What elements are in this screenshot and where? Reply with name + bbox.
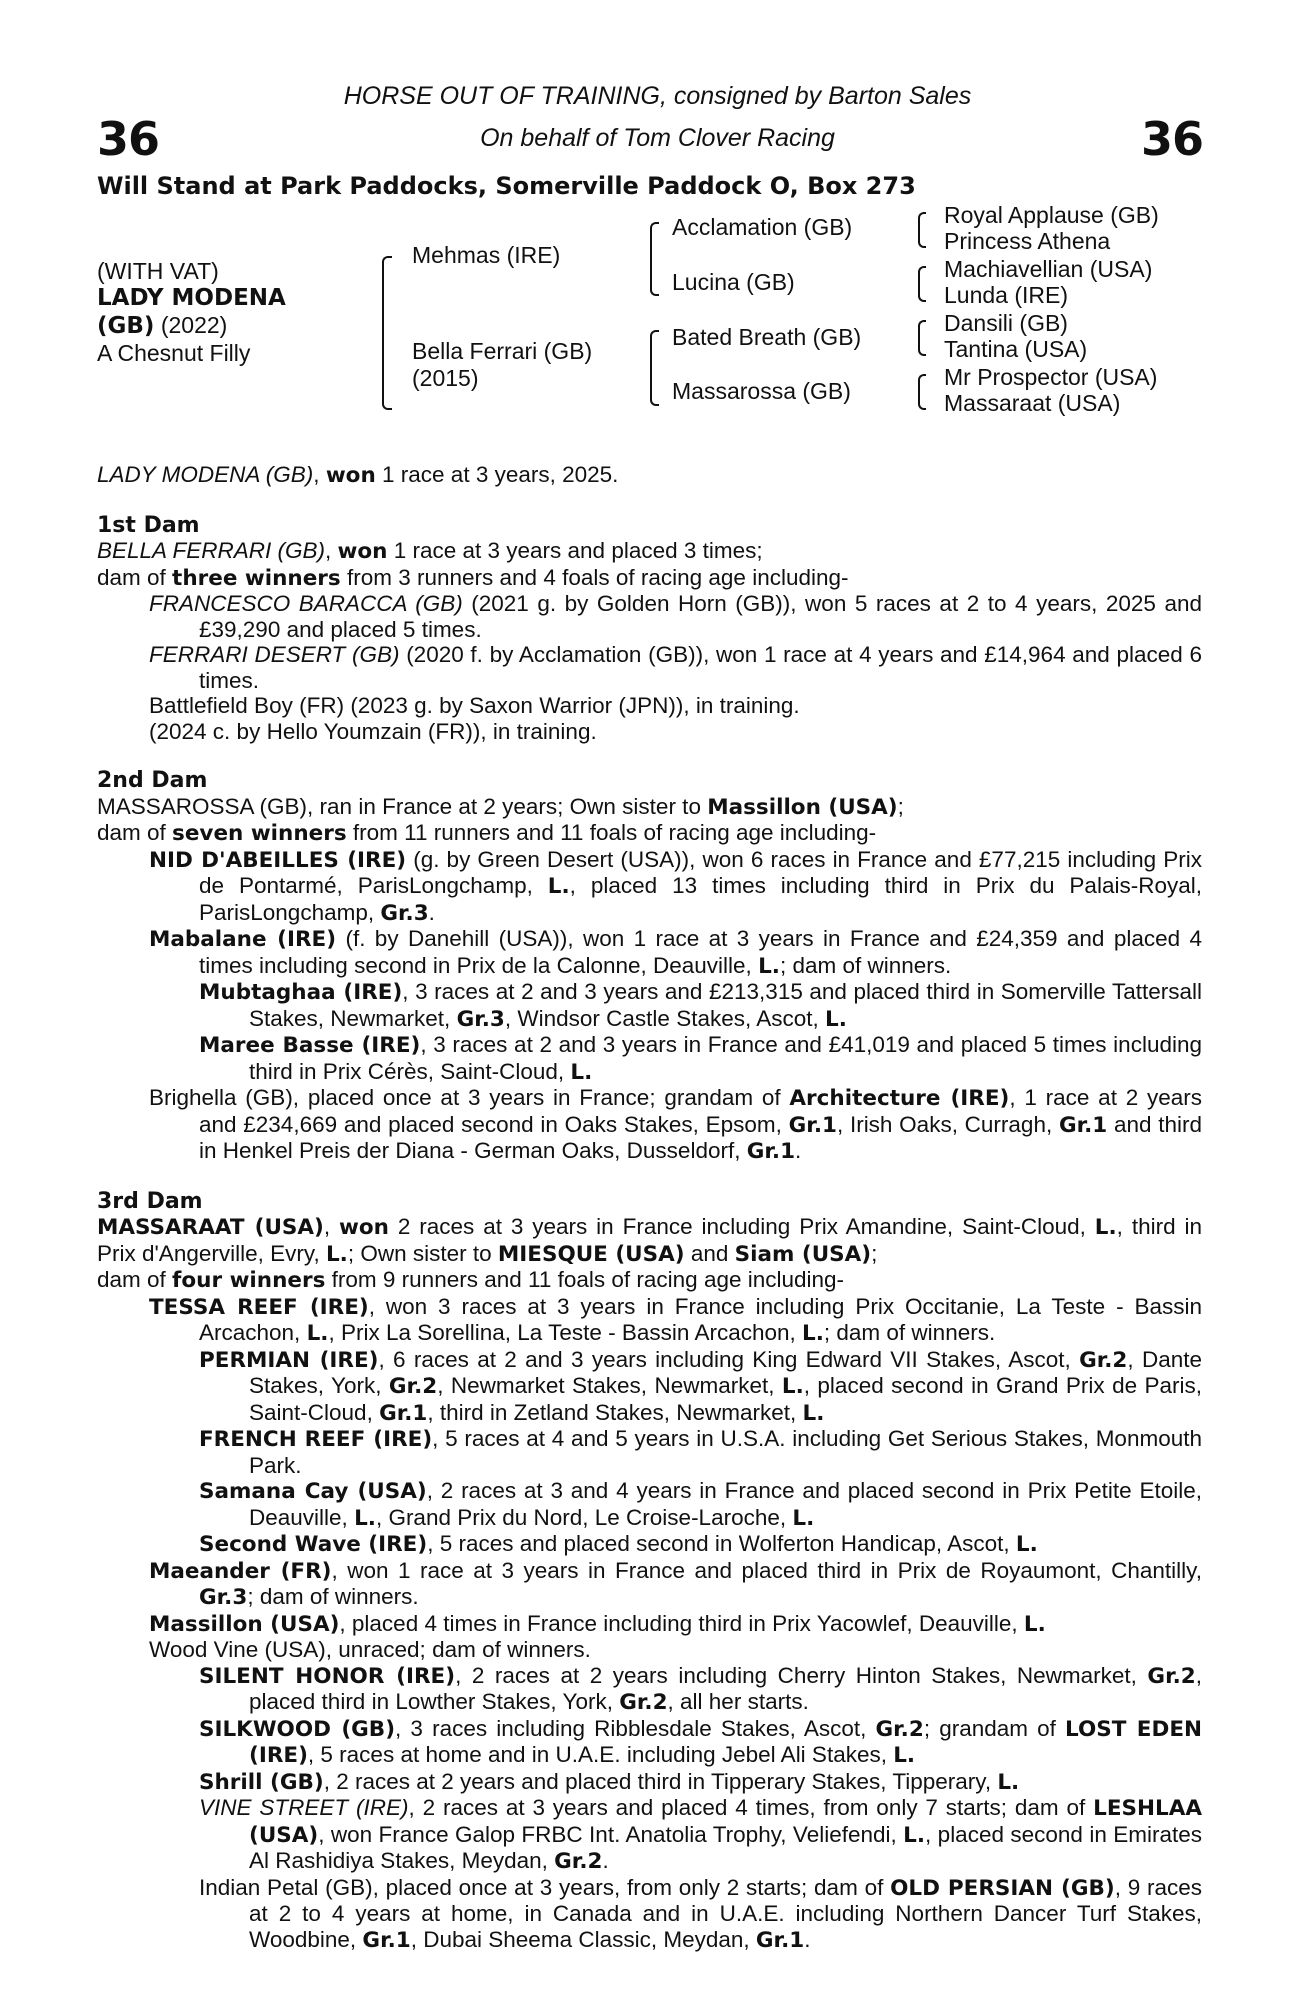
italic-text: FERRARI DESERT (GB) — [149, 642, 400, 667]
text-run: , placed 4 times in France including third in Prix Yacowlef, Deauville, — [339, 1610, 1024, 1636]
text-run: , all her starts. — [667, 1689, 809, 1714]
bold-text: Gr.1 — [755, 1927, 805, 1953]
dam-entry — [97, 1663, 1202, 1716]
text-run: , 2 races at 2 years and placed third in Tipperary Stakes, Tipperary, — [323, 1768, 998, 1794]
pedigree-gen3-3: Machiavellian (USA) — [944, 256, 1153, 282]
bold-text: Maeander (FR) — [149, 1558, 332, 1584]
bold-text: L. — [354, 1505, 376, 1531]
brace-gen1 — [382, 256, 392, 410]
text-run: dam of — [97, 820, 173, 845]
summary-won: won — [325, 463, 376, 488]
summary-rest: 1 race at 3 years, 2025. — [375, 462, 619, 487]
pedigree-gen3-5: Dansili (GB) — [944, 310, 1068, 336]
text-run: , placed third in Lowther Stakes, York, — [249, 1662, 1202, 1714]
bold-text: L. — [306, 1321, 329, 1346]
text-run: , Dante Stakes, York, — [249, 1346, 1202, 1398]
bold-text: LESHLAA (USA) — [249, 1796, 1202, 1848]
text-run: , won 3 races at 3 years in France including Prix Occitanie, La Teste - Bassin Arcachon, — [199, 1293, 1202, 1345]
text-run: MASSAROSSA (GB), ran in France at 2 years; Own sister to — [97, 793, 708, 819]
dam-entry — [97, 1085, 1202, 1165]
text-run: (2021 g. by Golden Horn (GB)), won 5 races at 2 to 4 years, 2025 and £39,290 and placed 5 times. — [199, 591, 1202, 642]
text-run: , 3 races including Ribblesdale Stakes, Ascot, — [395, 1715, 876, 1741]
dam-entry — [97, 1558, 1202, 1611]
brace-g3-2 — [918, 266, 926, 302]
lot-number-left: 36 — [97, 112, 160, 166]
bold-text: L. — [325, 1241, 348, 1267]
text-run: . — [804, 1926, 811, 1952]
dam-entry — [97, 1347, 1202, 1427]
text-run: ; dam of winners. — [779, 952, 952, 978]
dam-entry — [97, 926, 1202, 979]
text-run: , 5 races and placed second in Wolferton Handicap, Ascot, — [427, 1531, 1016, 1556]
text-run: , 9 races at 2 to 4 years at home, in Canada and in U.A.E. including Northern Dancer Turf Stakes, Woodbine, — [249, 1874, 1202, 1952]
brace-g3-1 — [918, 212, 926, 248]
pedigree-dam-year: (2015) — [412, 365, 479, 391]
dam-entry — [97, 1267, 1202, 1294]
dam-entry — [97, 719, 1202, 745]
bold-text: MASSARAAT (USA) — [97, 1215, 324, 1240]
bold-text: Gr.1 — [379, 1400, 428, 1426]
text-run: , — [323, 1214, 340, 1239]
bold-text: Gr.2 — [1079, 1347, 1128, 1373]
text-run: Indian Petal (GB), placed once at 3 years, from only 2 starts; dam of — [199, 1874, 891, 1900]
bold-text: won — [337, 539, 388, 564]
bold-text: Gr.1 — [362, 1927, 411, 1953]
bold-text: Gr.3 — [456, 1006, 505, 1032]
pedigree-dam: Bella Ferrari (GB) — [412, 338, 593, 364]
brace-g3-3 — [918, 320, 926, 356]
dam-entry — [97, 565, 1202, 592]
bold-text: Mubtaghaa (IRE) — [199, 980, 403, 1005]
text-run: dam of — [97, 1267, 173, 1292]
dam-entry — [97, 1875, 1202, 1954]
horse-identity — [97, 258, 286, 367]
text-run: , 6 races at 2 and 3 years including King Edward VII Stakes, Ascot, — [378, 1346, 1080, 1372]
pedigree-gen3-4: Lunda (IRE) — [944, 282, 1069, 308]
text-run: , placed second in Emirates Al Rashidiya Stakes, Meydan, — [249, 1821, 1202, 1873]
bold-text: L. — [792, 1505, 815, 1531]
bold-text: Maree Basse (IRE) — [199, 1033, 421, 1058]
bold-text: won — [339, 1215, 389, 1240]
dam-section — [97, 513, 1202, 745]
text-run: , 5 races at home and in U.A.E. including Jebel Ali Stakes, — [307, 1742, 894, 1767]
horse-description: A Chesnut Filly — [97, 340, 251, 366]
bold-text: Architecture (IRE) — [789, 1086, 1010, 1111]
text-run: ; — [897, 793, 904, 819]
dam-entry — [97, 1214, 1202, 1267]
bold-text: Gr.2 — [554, 1849, 603, 1874]
text-run: (2024 c. by Hello Youmzain (FR)), in training. — [149, 718, 597, 744]
text-run: , 3 races at 2 and 3 years and £213,315 and placed third in Somerville Tattersall Stakes, Newmarket, — [249, 979, 1202, 1031]
text-run: , 2 races at 2 years including Cherry Hinton Stakes, Newmarket, — [455, 1662, 1148, 1688]
text-run: . — [602, 1848, 609, 1873]
text-run: (f. by Danehill (USA)), won 1 race at 3 years in France and £24,359 and placed 4 times including second in Prix de la Calonne, Deauville, — [199, 926, 1202, 978]
text-run: , won 1 race at 3 years in France and placed third in Prix de Royaumont, Chantilly, — [331, 1557, 1202, 1583]
pedigree-gen3-1: Royal Applause (GB) — [944, 202, 1159, 228]
bold-text: Gr.3 — [380, 900, 429, 926]
text-run: dam of — [97, 564, 173, 590]
bold-text: L. — [781, 1374, 804, 1399]
horse-name-suffix — [97, 312, 286, 340]
dam-entry — [97, 1531, 1202, 1558]
text-run: , placed 13 times including third in Prix du Palais-Royal, ParisLongchamp, — [199, 873, 1202, 925]
bold-text: L. — [547, 874, 570, 899]
text-run: ; dam of winners. — [823, 1320, 996, 1345]
pedigree-gen3-6: Tantina (USA) — [944, 336, 1088, 362]
italic-text: VINE STREET (IRE) — [199, 1795, 409, 1820]
pedigree-gen2-4: Massarossa (GB) — [672, 378, 851, 404]
bold-text: Siam (USA) — [734, 1241, 872, 1267]
text-run: . — [428, 899, 435, 925]
bold-text: L. — [758, 953, 780, 979]
pedigree-gen3-8: Massaraat (USA) — [944, 390, 1121, 416]
text-run: , 2 races at 3 years and placed 4 times, from only 7 starts; dam of — [408, 1795, 1094, 1820]
text-run: . — [795, 1138, 802, 1163]
italic-text: FRANCESCO BARACCA (GB) — [149, 591, 463, 616]
bold-text: Massillon (USA) — [149, 1611, 340, 1637]
header-on-behalf: On behalf of Tom Clover Racing — [480, 124, 835, 152]
bold-text: Gr.1 — [788, 1112, 837, 1138]
dam-heading: 3rd Dam — [97, 1188, 203, 1214]
bold-text: Samana Cay (USA) — [199, 1479, 427, 1504]
catalogue-body — [97, 462, 1202, 1953]
brace-g3-4 — [918, 374, 926, 410]
dam-entry — [97, 1769, 1202, 1796]
text-run: , 3 races at 2 and 3 years in France and £41,019 and placed 5 times including third in Prix Cérès, Saint-Cloud, — [249, 1032, 1202, 1084]
dam-entry — [97, 693, 1202, 719]
header-consignment: HORSE OUT OF TRAINING, consigned by Barton Sales — [343, 82, 972, 110]
bold-text: Gr.1 — [746, 1139, 796, 1164]
bold-text: SILENT HONOR (IRE) — [199, 1663, 456, 1689]
text-run: ; dam of winners. — [247, 1584, 419, 1609]
dam-entry — [97, 1637, 1202, 1663]
text-run: (2020 f. by Acclamation (GB)), won 1 race at 4 years and £14,964 and placed 6 times. — [199, 642, 1203, 693]
dam-entry — [97, 591, 1202, 642]
dam-heading: 1st Dam — [97, 512, 200, 538]
dam-entry — [97, 1716, 1202, 1769]
vat-note: (WITH VAT) — [97, 258, 219, 284]
stand-location: Will Stand at Park Paddocks, Somerville Paddock O, Box 273 — [97, 172, 916, 200]
brace-dam — [650, 330, 659, 406]
text-run: , won France Galop FRBC Int. Anatolia Trophy, Veliefendi, — [318, 1821, 904, 1847]
text-run: and third in Henkel Preis der Diana - German Oaks, Dusseldorf, — [199, 1111, 1203, 1163]
pedigree-gen2-2: Lucina (GB) — [672, 269, 795, 295]
dam-entry — [97, 1294, 1202, 1347]
bold-text: MIESQUE (USA) — [497, 1241, 685, 1267]
bold-text: L. — [825, 1006, 847, 1032]
horse-summary: LADY MODENA (GB), won 1 race at 3 years, 2025. — [97, 462, 619, 488]
dam-entry — [97, 847, 1202, 927]
text-run: ; Own sister to — [347, 1240, 498, 1266]
bold-text: Gr.2 — [388, 1374, 438, 1399]
dam-entry — [97, 1426, 1202, 1478]
text-run: , 5 races at 4 and 5 years in U.S.A. including Get Serious Stakes, Monmouth Park. — [249, 1426, 1202, 1478]
bold-text: FRENCH REEF (IRE) — [199, 1427, 433, 1452]
text-run: , Prix La Sorellina, La Teste - Bassin Arcachon, — [328, 1320, 803, 1345]
text-run: , Irish Oaks, Curragh, — [836, 1111, 1059, 1137]
text-run: Wood Vine (USA), unraced; dam of winners. — [149, 1637, 591, 1662]
text-run: from 9 runners and 11 foals of racing age including- — [325, 1267, 845, 1292]
text-run: 2 races at 3 years in France including Prix Amandine, Saint-Cloud, — [388, 1214, 1095, 1239]
bold-text: Mabalane (IRE) — [149, 927, 337, 952]
bold-text: LOST EDEN (IRE) — [249, 1716, 1202, 1768]
text-run: , Grand Prix du Nord, Le Croise-Laroche, — [375, 1504, 793, 1530]
text-run: from 11 runners and 11 foals of racing age including- — [346, 820, 877, 845]
text-run: , third in Prix d'Angerville, Evry, — [97, 1214, 1202, 1266]
text-run: , placed second in Grand Prix de Paris, Saint-Cloud, — [249, 1373, 1203, 1425]
bold-text: seven winners — [172, 821, 347, 846]
dam-entry — [97, 538, 1202, 565]
bold-text: L. — [1094, 1215, 1117, 1240]
brace-sire — [650, 222, 659, 296]
bold-text: L. — [1023, 1611, 1046, 1637]
bold-text: L. — [997, 1769, 1020, 1795]
bold-text: four winners — [172, 1268, 326, 1293]
text-run: , Dubai Sheema Classic, Meydan, — [410, 1926, 756, 1952]
dam-entry — [97, 794, 1202, 821]
text-run: Battlefield Boy (FR) (2023 g. by Saxon Warrior (JPN)), in training. — [149, 693, 800, 718]
text-run: , Windsor Castle Stakes, Ascot, — [504, 1005, 826, 1031]
horse-country: (GB) — [97, 313, 155, 339]
bold-text: TESSA REEF (IRE) — [149, 1294, 369, 1320]
dam-entry — [97, 1611, 1202, 1638]
text-run: , third in Zetland Stakes, Newmarket, — [427, 1399, 803, 1425]
text-run: , 1 race at 2 years and £234,669 and placed second in Oaks Stakes, Epsom, — [199, 1085, 1202, 1137]
dam-heading: 2nd Dam — [97, 768, 208, 793]
bold-text: Shrill (GB) — [199, 1769, 324, 1795]
dam-sections — [97, 513, 1202, 1954]
dam-entry — [97, 820, 1202, 847]
bold-text: three winners — [172, 565, 341, 591]
dam-entry — [97, 642, 1202, 693]
horse-name: LADY MODENA — [97, 285, 286, 311]
dam-entry — [97, 1478, 1202, 1531]
bold-text: PERMIAN (IRE) — [199, 1347, 379, 1373]
text-run: Brighella (GB), placed once at 3 years in France; grandam of — [149, 1085, 790, 1110]
bold-text: L. — [893, 1743, 916, 1768]
bold-text: L. — [802, 1400, 825, 1426]
summary-name: LADY MODENA (GB) — [97, 462, 314, 487]
bold-text: OLD PERSIAN (GB) — [890, 1875, 1115, 1901]
bold-text: Gr.2 — [1147, 1663, 1196, 1689]
text-run: , — [324, 538, 338, 563]
bold-text: Second Wave (IRE) — [199, 1532, 428, 1557]
dam-entry — [97, 1032, 1202, 1085]
text-run: from 3 runners and 4 foals of racing age including- — [340, 564, 849, 590]
bold-text: Gr.1 — [1058, 1112, 1108, 1138]
dam-entry — [97, 979, 1202, 1032]
bold-text: SILKWOOD (GB) — [199, 1716, 396, 1742]
horse-year: (2022) — [154, 312, 228, 338]
bold-text: L. — [570, 1059, 593, 1085]
text-run: 1 race at 3 years and placed 3 times; — [387, 538, 763, 563]
bold-text: Gr.2 — [619, 1690, 668, 1715]
text-run: , Newmarket Stakes, Newmarket, — [437, 1373, 782, 1398]
text-run: (g. by Green Desert (USA)), won 6 races in France and £77,215 including Prix de Pontarmé, ParisLongchamp, — [199, 846, 1202, 898]
pedigree-sire: Mehmas (IRE) — [412, 242, 561, 268]
bold-text: NID D'ABEILLES (IRE) — [149, 847, 407, 873]
italic-text: BELLA FERRARI (GB) — [97, 538, 325, 563]
dam-entry — [97, 1795, 1202, 1875]
pedigree-gen2-3: Bated Breath (GB) — [672, 324, 862, 350]
bold-text: Gr.2 — [875, 1716, 924, 1742]
text-run: and — [684, 1240, 735, 1266]
pedigree-gen2-1: Acclamation (GB) — [672, 214, 853, 240]
lot-number-right: 36 — [1140, 112, 1203, 166]
bold-text: L. — [903, 1822, 926, 1848]
dam-section — [97, 1189, 1202, 1954]
bold-text: Gr.3 — [199, 1585, 248, 1610]
bold-text: Massillon (USA) — [707, 794, 898, 820]
bold-text: L. — [1015, 1532, 1038, 1557]
text-run: ; — [871, 1240, 878, 1266]
text-run: , 2 races at 3 and 4 years in France and placed second in Prix Petite Etoile, Deauville, — [249, 1478, 1202, 1530]
pedigree-gen3-7: Mr Prospector (USA) — [944, 364, 1158, 390]
bold-text: L. — [802, 1321, 824, 1346]
pedigree-gen3-2: Princess Athena — [944, 228, 1111, 254]
dam-section — [97, 768, 1202, 1165]
text-run: ; grandam of — [923, 1715, 1066, 1741]
